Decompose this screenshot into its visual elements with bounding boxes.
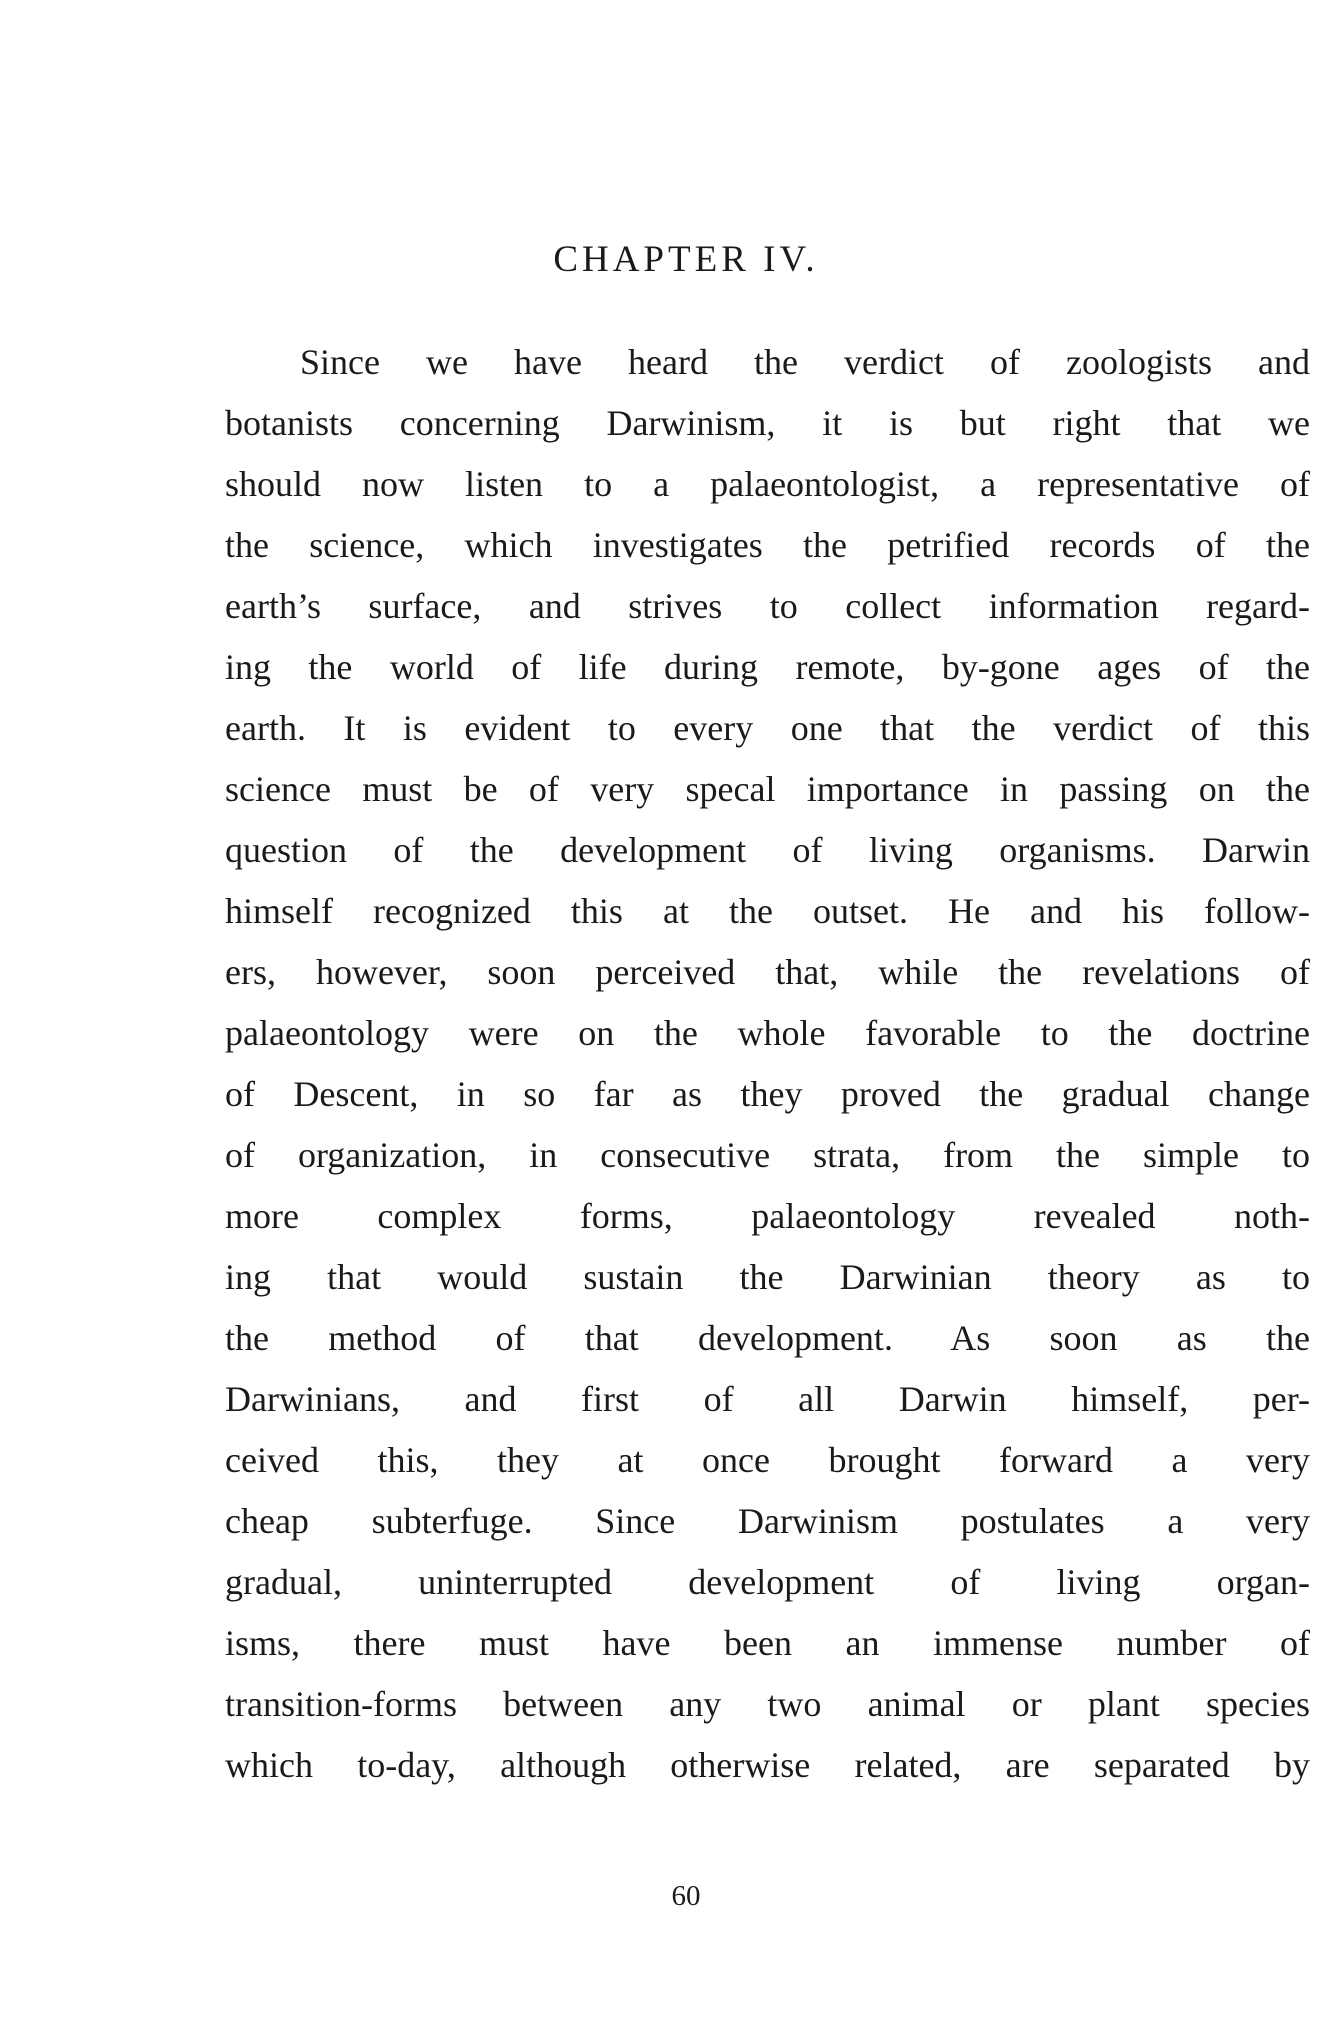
page-number: 60 — [671, 1880, 701, 1912]
text-line: the method of that development. As soon as the — [225, 1318, 1310, 1358]
text-line: botanists concerning Darwinism, it is but right that we — [225, 403, 1310, 443]
text-line: gradual, uninterrupted development of living organ- — [225, 1562, 1310, 1602]
text-line: earth’s surface, and strives to collect information regard- — [225, 586, 1310, 626]
text-line: science must be of very specal importance in passing on the — [225, 769, 1310, 809]
text-line: ing the world of life during remote, by-gone ages of the — [225, 647, 1310, 687]
text-line: transition-forms between any two animal or plant species — [225, 1684, 1310, 1724]
text-line: ers, however, soon perceived that, while the revelations of — [225, 952, 1310, 992]
text-line: the science, which investigates the petrified records of the — [225, 525, 1310, 565]
text-line: cheap subterfuge. Since Darwinism postulates a very — [225, 1501, 1310, 1541]
text-line: palaeontology were on the whole favorable to the doctrine — [225, 1013, 1310, 1053]
text-line: earth. It is evident to every one that the verdict of this — [225, 708, 1310, 748]
body-paragraph — [225, 332, 1310, 1796]
text-line: which to-day, although otherwise related, are separated by — [225, 1745, 1310, 1785]
text-line: ing that would sustain the Darwinian theory as to — [225, 1257, 1310, 1297]
text-line: question of the development of living organisms. Darwin — [225, 830, 1310, 870]
text-line: more complex forms, palaeontology revealed noth- — [225, 1196, 1310, 1236]
text-line: of organization, in consecutive strata, from the simple to — [225, 1135, 1310, 1175]
text-line: isms, there must have been an immense number of — [225, 1623, 1310, 1663]
text-line: should now listen to a palaeontologist, a representative of — [225, 464, 1310, 504]
text-line: of Descent, in so far as they proved the gradual change — [225, 1074, 1310, 1114]
text-line: Darwinians, and first of all Darwin himself, per- — [225, 1379, 1310, 1419]
chapter-heading: CHAPTER IV. — [553, 239, 819, 280]
text-line: himself recognized this at the outset. He and his follow- — [225, 891, 1310, 931]
text-line: Since we have heard the verdict of zoologists and — [300, 342, 1310, 382]
text-line: ceived this, they at once brought forward a very — [225, 1440, 1310, 1480]
